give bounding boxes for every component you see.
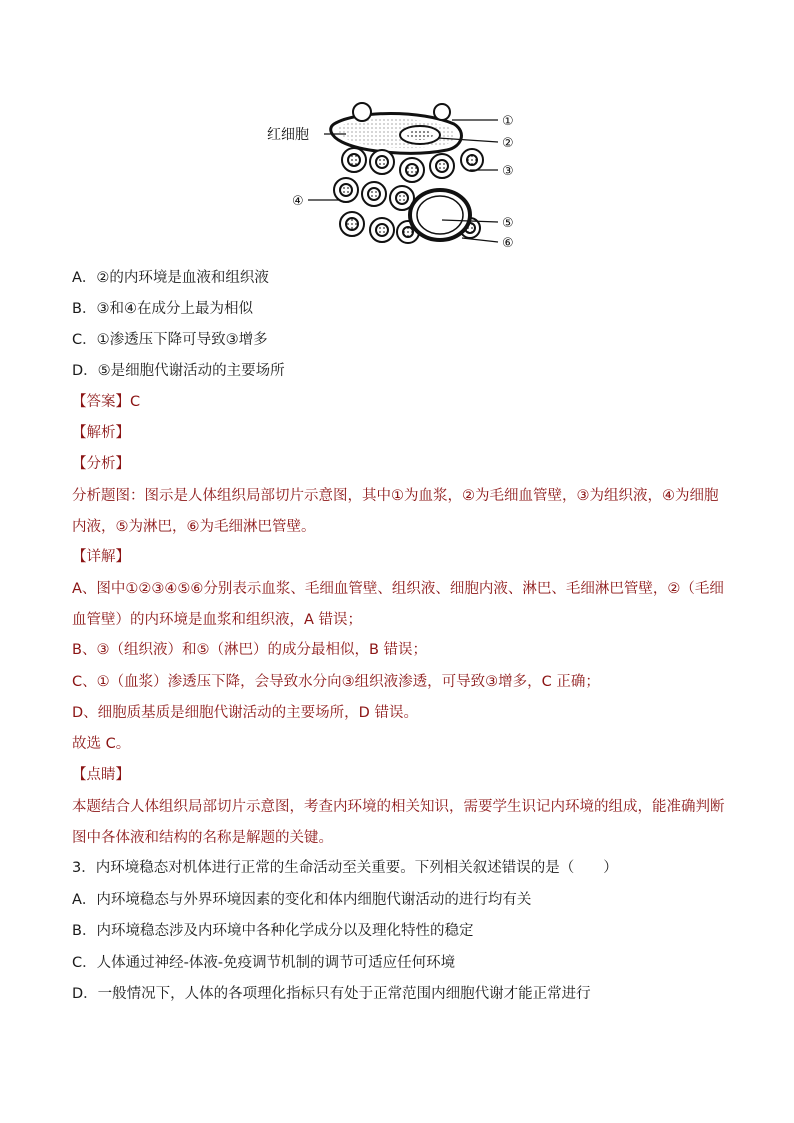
conclusion: 故选 C。 <box>72 736 131 752</box>
option-c: C．①渗透压下降可导致③增多 <box>72 332 268 348</box>
fenxi-text: 分析题图：图示是人体组织局部切片示意图，其中①为血浆，②为毛细血管壁，③为组织液，④为细胞内液，⑤为淋巴，⑥为毛细淋巴管壁。 <box>72 488 719 535</box>
question3-option-b: B．内环境稳态涉及内环境中各种化学成分以及理化特性的稳定 <box>72 923 474 939</box>
marker-6: ⑥ <box>502 236 514 251</box>
question3-option-d: D．一般情况下，人体的各项理化指标只有处于正常范围内细胞代谢才能正常进行 <box>72 986 591 1002</box>
marker-5: ⑤ <box>502 216 514 231</box>
question3-stem: 3．内环境稳态对机体进行正常的生命活动至关重要。下列相关叙述错误的是（ ） <box>72 860 618 876</box>
marker-3: ③ <box>502 164 514 179</box>
answer-line <box>72 392 732 412</box>
xiangjie-a: A、图中①②③④⑤⑥分别表示血浆、毛细血管壁、组织液、细胞内液、淋巴、毛细淋巴管壁，②（毛细血管壁）的内环境是血浆和组织液，A 错误； <box>72 581 724 628</box>
xiangjie-tag: 【详解】 <box>72 549 130 565</box>
question3-option-a: A．内环境稳态与外界环境因素的变化和体内细胞代谢活动的进行均有关 <box>72 892 532 908</box>
xiangjie-d: D、细胞质基质是细胞代谢活动的主要场所，D 错误。 <box>72 705 418 721</box>
marker-4: ④ <box>292 194 304 209</box>
xiangjie-c: C、①（血浆）渗透压下降，会导致水分向③组织液渗透，可导致③增多，C 正确； <box>72 674 600 690</box>
fenxi-tag: 【分析】 <box>72 456 130 472</box>
option-b: B．③和④在成分上最为相似 <box>72 301 253 317</box>
marker-1: ① <box>502 114 514 129</box>
jiexi-tag: 【解析】 <box>72 425 130 441</box>
option-a: A．②的内环境是血液和组织液 <box>72 270 269 286</box>
dianjing-tag: 【点睛】 <box>72 767 130 783</box>
marker-2: ② <box>502 136 514 151</box>
option-d: D．⑤是细胞代谢活动的主要场所 <box>72 363 285 379</box>
answer-value: C <box>130 394 141 410</box>
xiangjie-b: B、③（组织液）和⑤（淋巴）的成分最相似，B 错误； <box>72 642 428 658</box>
answer-tag: 【答案】 <box>72 394 130 410</box>
rbc-label: 红细胞 <box>267 127 309 143</box>
dianjing-text: 本题结合人体组织局部切片示意图，考查内环境的相关知识，需要学生识记内环境的组成，能准确判断图中各体液和结构的名称是解题的关键。 <box>72 799 725 846</box>
tissue-diagram <box>262 102 530 252</box>
question3-option-c: C．人体通过神经-体液-免疫调节机制的调节可适应任何环境 <box>72 955 456 971</box>
